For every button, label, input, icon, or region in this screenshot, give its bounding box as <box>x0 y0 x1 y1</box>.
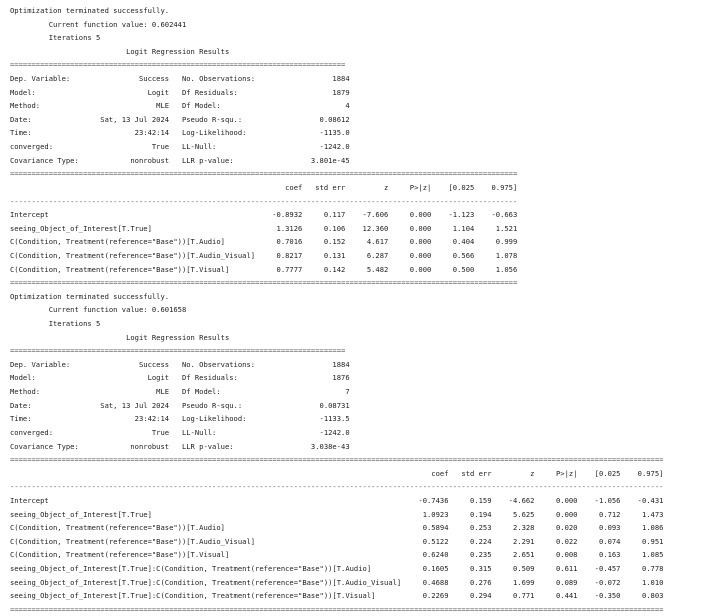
summary-row: Dep. Variable: Success No. Observations: 1884 <box>10 359 350 369</box>
coef-header: coef std err z P>|z| [0.025 0.975] <box>10 468 664 478</box>
coef-row: C(Condition, Treatment(reference="Base"))[T.Audio] 0.7016 0.152 4.617 0.000 0.404 0.999 <box>10 237 518 247</box>
function-value: Current function value: 0.602441 <box>10 19 187 29</box>
coef-row: seeing_Object_of_Interest[T.True]:C(Condition, Treatment(reference="Base"))[T.Audio] 0.1605 0.315 0.509 0.611 -0.457 0.778 <box>10 563 664 573</box>
optimization-status: Optimization terminated successfully. <box>10 291 170 301</box>
rule-double: ======================================================================================================================================================== <box>10 455 664 465</box>
summary-row: converged: True LL-Null: -1242.0 <box>10 142 350 152</box>
coef-row: C(Condition, Treatment(reference="Base"))[T.Visual] 0.7777 0.142 5.482 0.000 0.500 1.056 <box>10 264 518 274</box>
rule-double: ======================================================================================================================================================== <box>10 604 664 614</box>
rule-double: ============================================================================== <box>10 60 346 70</box>
summary-row: Time: 23:42:14 Log-Likelihood: -1133.5 <box>10 414 350 424</box>
coef-row: Intercept -0.7436 0.159 -4.662 0.000 -1.056 -0.431 <box>10 495 664 505</box>
summary-row: Covariance Type: nonrobust LLR p-value: 3.801e-45 <box>10 155 350 165</box>
coef-row: C(Condition, Treatment(reference="Base"))[T.Audio_Visual] 0.5122 0.224 2.291 0.022 0.074 0.951 <box>10 536 664 546</box>
summary-row: converged: True LL-Null: -1242.0 <box>10 427 350 437</box>
summary-row: Date: Sat, 13 Jul 2024 Pseudo R-squ.: 0.08612 <box>10 114 350 124</box>
summary-row: Covariance Type: nonrobust LLR p-value: 3.038e-43 <box>10 441 350 451</box>
coef-header: coef std err z P>|z| [0.025 0.975] <box>10 182 518 192</box>
summary-row: Dep. Variable: Success No. Observations: 1884 <box>10 74 350 84</box>
results-title: Logit Regression Results <box>10 46 230 56</box>
optimization-status: Optimization terminated successfully. <box>10 6 170 15</box>
coef-row: C(Condition, Treatment(reference="Base"))[T.Visual] 0.6240 0.235 2.651 0.008 0.163 1.085 <box>10 550 664 560</box>
results-title: Logit Regression Results <box>10 332 230 342</box>
summary-row: Model: Logit Df Residuals: 1876 <box>10 373 350 383</box>
rule-double: ============================================================================== <box>10 346 346 356</box>
summary-row: Method: MLE Df Model: 4 <box>10 101 350 111</box>
rule-single: ---------------------------------------------------------------------------------------------------------------------- <box>10 196 518 206</box>
coef-row: Intercept -0.8932 0.117 -7.606 0.000 -1.123 -0.663 <box>10 210 518 220</box>
coef-row: seeing_Object_of_Interest[T.True] 1.3126 0.106 12.360 0.000 1.104 1.521 <box>10 223 518 233</box>
summary-row: Date: Sat, 13 Jul 2024 Pseudo R-squ.: 0.08731 <box>10 400 350 410</box>
rule-double: ====================================================================================================================== <box>10 278 518 288</box>
function-value: Current function value: 0.601658 <box>10 305 187 315</box>
coef-row: seeing_Object_of_Interest[T.True]:C(Condition, Treatment(reference="Base"))[T.Visual] 0.2269 0.294 0.771 0.441 -0.350 0.803 <box>10 591 664 601</box>
summary-row: Time: 23:42:14 Log-Likelihood: -1135.0 <box>10 128 350 138</box>
iterations: Iterations 5 <box>10 33 101 43</box>
iterations: Iterations 5 <box>10 319 101 329</box>
summary-row: Model: Logit Df Residuals: 1879 <box>10 87 350 97</box>
coef-row: seeing_Object_of_Interest[T.True]:C(Condition, Treatment(reference="Base"))[T.Audio_Visual] 0.4688 0.276 1.699 0.089 -0.072 1.010 <box>10 577 664 587</box>
rule-double: ====================================================================================================================== <box>10 169 518 179</box>
coef-row: C(Condition, Treatment(reference="Base"))[T.Audio_Visual] 0.8217 0.131 6.287 0.000 0.566 1.078 <box>10 250 518 260</box>
rule-single: -------------------------------------------------------------------------------------------------------------------------------------------------------- <box>10 482 664 492</box>
console-output <box>10 4 663 616</box>
coef-row: seeing_Object_of_Interest[T.True] 1.0923 0.194 5.625 0.000 0.712 1.473 <box>10 509 664 519</box>
summary-row: Method: MLE Df Model: 7 <box>10 387 350 397</box>
coef-row: C(Condition, Treatment(reference="Base"))[T.Audio] 0.5894 0.253 2.328 0.020 0.093 1.086 <box>10 523 664 533</box>
